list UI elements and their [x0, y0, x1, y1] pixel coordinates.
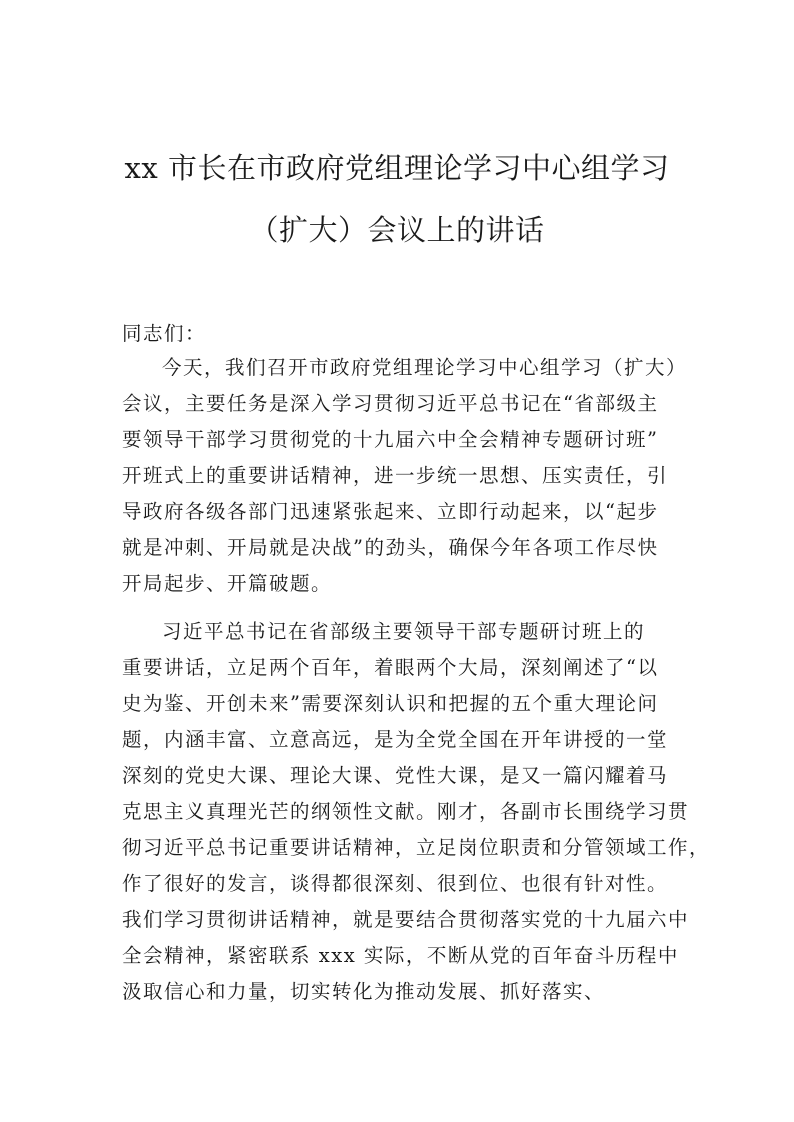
- document-title-line-2: （扩大）会议上的讲话: [249, 213, 545, 247]
- paragraph-line: 深刻的党史大课、理论大课、党性大课，是又一篇闪耀着马: [122, 764, 669, 787]
- paragraph-line: 习近平总书记在省部级主要领导干部专题研讨班上的: [162, 620, 646, 643]
- paragraph-line: 开班式上的重要讲话精神，进一步统一思想、压实责任，引: [122, 464, 669, 487]
- paragraph-line: 汲取信心和力量，切实转化为推动发展、抓好落实、: [122, 980, 606, 1003]
- document-title-line-1: xx 市长在市政府党组理论学习中心组学习: [124, 151, 670, 185]
- paragraph-line: 题，内涵丰富、立意高远，是为全党全国在开年讲授的一堂: [122, 728, 669, 751]
- paragraph-line: 克思主义真理光芒的纲领性文献。刚才，各副市长围绕学习贯: [122, 800, 690, 823]
- paragraph-line: 会议，主要任务是深入学习贯彻习近平总书记在“省部级主: [122, 392, 659, 415]
- paragraph-line: 作了很好的发言，谈得都很深刻、很到位、也很有针对性。: [122, 872, 669, 895]
- paragraph-line: 就是冲刺、开局就是决战”的劲头，确保今年各项工作尽快: [122, 536, 659, 559]
- greeting: 同志们：: [122, 322, 207, 345]
- paragraph-line: 今天，我们召开市政府党组理论学习中心组学习（扩大）: [162, 356, 688, 379]
- paragraph-line: 全会精神，紧密联系 xxx 实际，不断从党的百年奋斗历程中: [122, 944, 679, 967]
- paragraph-line: 我们学习贯彻讲话精神，就是要结合贯彻落实党的十九届六中: [122, 908, 690, 931]
- paragraph-line: 彻习近平总书记重要讲话精神，立足岗位职责和分管领域工作，: [122, 836, 711, 859]
- paragraph-line: 要领导干部学习贯彻党的十九届六中全会精神专题研讨班”: [122, 428, 659, 451]
- paragraph-line: 史为鉴、开创未来”需要深刻认识和把握的五个重大理论问: [122, 692, 659, 715]
- paragraph-line: 开局起步、开篇破题。: [122, 572, 333, 595]
- paragraph-line: 重要讲话，立足两个百年，着眼两个大局，深刻阐述了“以: [122, 656, 659, 679]
- paragraph-line: 导政府各级各部门迅速紧张起来、立即行动起来，以“起步: [122, 500, 659, 523]
